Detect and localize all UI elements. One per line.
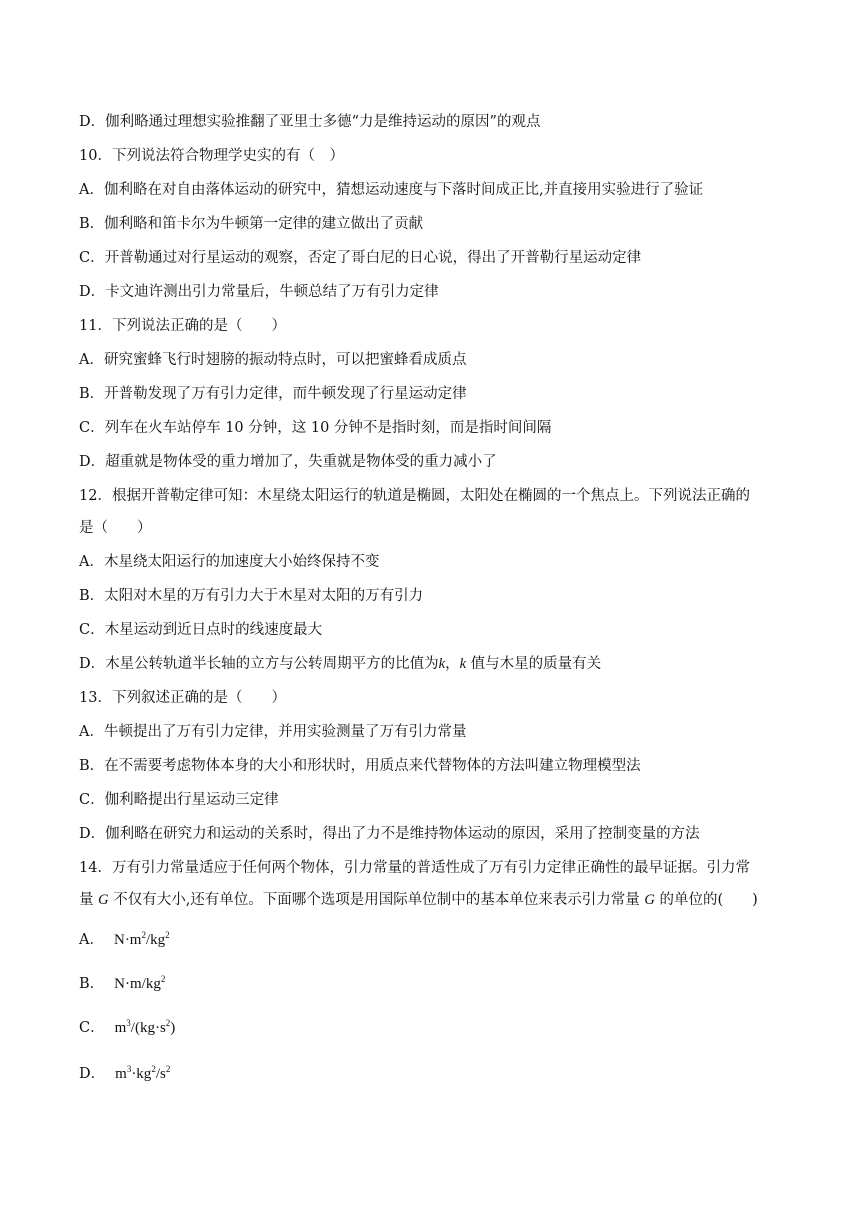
q12-option-c: C．木星运动到近日点时的线速度最大 [79,622,323,638]
q14-option-b: B． $N\cdot m/kg^2$ [79,974,166,992]
variable-G: G [644,892,655,908]
q11-option-b: B．开普勒发现了万有引力定律，而牛顿发现了行星运动定律 [79,386,467,402]
q10-option-c: C．开普勒通过对行星运动的观察，否定了哥白尼的日心说，得出了开普勒行星运动定律 [79,250,642,266]
q13-option-a: A．牛顿提出了万有引力定律，并用实验测量了万有引力常量 [79,724,467,740]
q10-option-b: B．伽利略和笛卡尔为牛顿第一定律的建立做出了贡献 [79,216,424,232]
q10-option-d: D．卡文迪许测出引力常量后，牛顿总结了万有引力定律 [79,284,439,300]
question-10-stem: 10．下列说法符合物理学史实的有（ ） [79,148,344,164]
q14-option-d: D． $m^3\cdot kg^2/s^2$ [79,1064,171,1082]
variable-k: k [459,656,466,672]
q12-option-a: A．木星绕太阳运行的加速度大小始终保持不变 [79,554,380,570]
q11-option-a: A．研究蜜蜂飞行时翅膀的振动特点时，可以把蜜蜂看成质点 [79,352,467,368]
q14-option-a: A． $N\cdot m^2/kg^2$ [79,930,170,948]
q11-option-d: D．超重就是物体受的重力增加了，失重就是物体受的重力减小了 [79,454,497,470]
q12-option-d: D．木星公转轨道半长轴的立方与公转周期平方的比值为k，k 值与木星的质量有关 [79,656,602,672]
q12-option-b: B．太阳对木星的万有引力大于木星对太阳的万有引力 [79,588,424,604]
q13-option-b: B．在不需要考虑物体本身的大小和形状时，用质点来代替物体的方法叫建立物理模型法 [79,758,641,774]
variable-G: G [98,892,109,908]
question-13-stem: 13．下列叙述正确的是（ ） [79,690,286,706]
question-11-stem: 11．下列说法正确的是（ ） [79,318,286,334]
variable-k: k [438,656,446,672]
q13-option-c: C．伽利略提出行星运动三定律 [79,792,279,808]
question-12-stem-cont: 是（ ） [79,520,152,536]
q13-option-d: D．伽利略在研究力和运动的关系时，得出了力不是维持物体运动的原因，采用了控制变量的方法 [79,826,700,842]
question-14-stem: 14．万有引力常量适应于任何两个物体，引力常量的普适性成了万有引力定律正确性的最早证据。引力常 [79,860,750,876]
q11-option-c: C．列车在火车站停车 10 分钟，这 10 分钟不是指时刻，而是指时间间隔 [79,420,552,436]
question-14-stem-cont: 量 G 不仅有大小,还有单位。下面哪个选项是用国际单位制中的基本单位来表示引力常量 G 的单位的( ) [79,892,758,908]
q14-option-c: C． $m^3/(kg\cdot s^2)$ [79,1018,176,1036]
question-12-stem: 12．根据开普勒定律可知：木星绕太阳运行的轨道是椭圆，太阳处在椭圆的一个焦点上。下列说法正确的 [79,488,750,504]
q10-option-a: A．伽利略在对自由落体运动的研究中，猜想运动速度与下落时间成正比,并直接用实验进行了验证 [79,182,704,198]
q9-option-d: D．伽利略通过理想实验推翻了亚里士多德“力是维持运动的原因”的观点 [79,114,541,130]
